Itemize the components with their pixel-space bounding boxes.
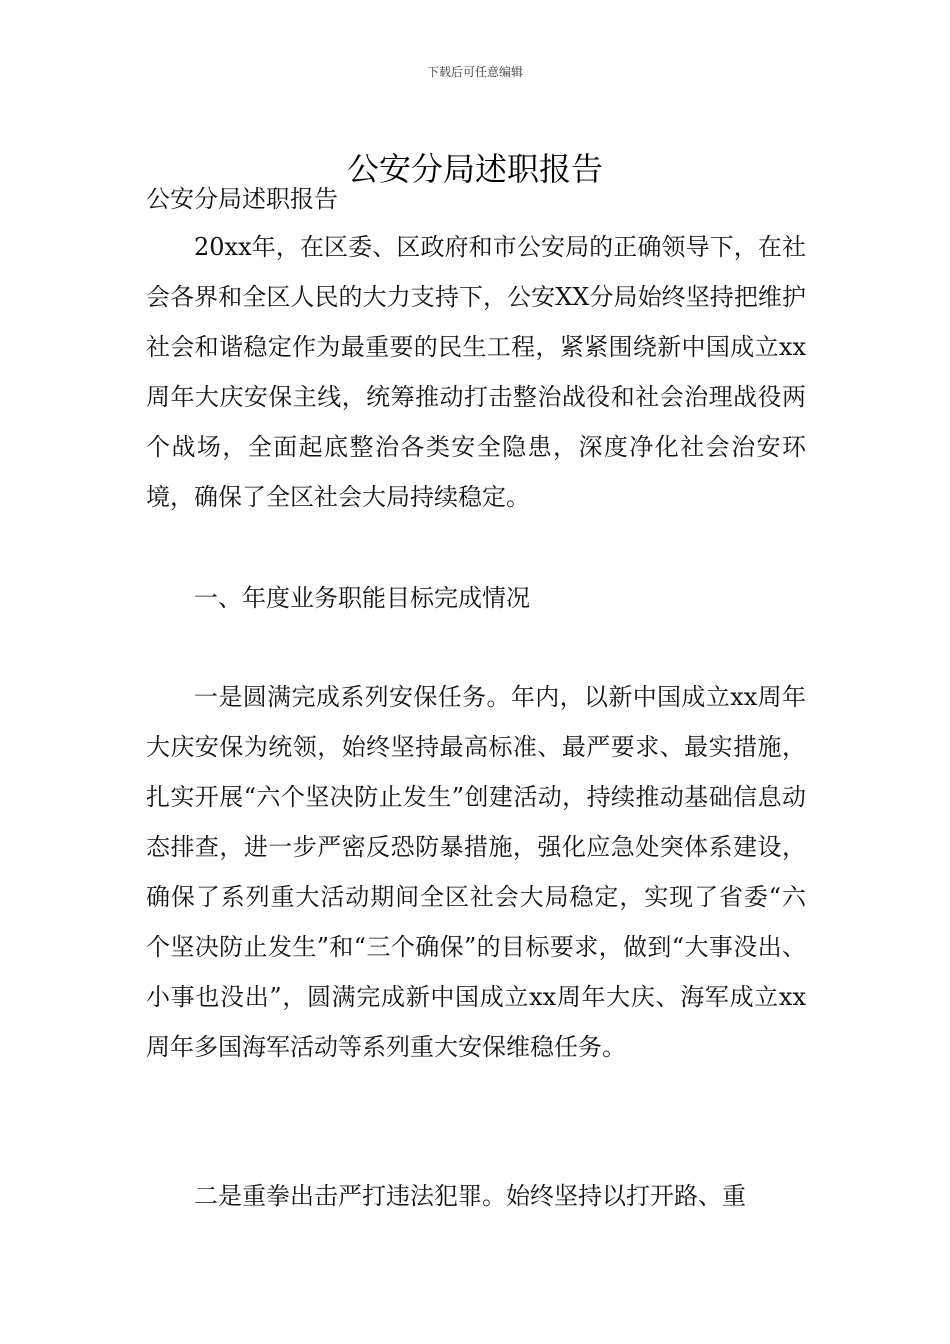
item-one-paragraph: 一是圆满完成系列安保任务。年内，以新中国成立xx周年大庆安保为统领，始终坚持最高标准、最严要求、最实措施，扎实开展“六个坚决防止发生”创建活动，持续推动基础信息动态排查，进一步严密反恐防暴措施，强化应急处突体系建设，确保了系列重大活动期间全区社会大局稳定，实现了省委“六个坚决防止发生”和“三个确保”的目标要求，做到“大事没出、小事也没出”，圆满完成新中国成立xx周年大庆、海军成立xx周年多国海军活动等系列重大安保维稳任务。 [146, 683, 806, 1061]
section-heading: 一、年度业务职能目标完成情况 [194, 584, 530, 612]
intro-paragraph: 20xx年，在区委、区政府和市公安局的正确领导下，在社会各界和全区人民的大力支持下，公安XX分局始终坚持把维护社会和谐稳定作为最重要的民生工程，紧紧围绕新中国成立xx周年大庆安保主线，统筹推动打击整治战役和社会治理战役两个战场，全面起底整治各类安全隐患，深度净化社会治安环境，确保了全区社会大局持续稳定。 [146, 233, 806, 511]
header-note: 下载后可任意编辑 [426, 65, 523, 79]
item-two-paragraph: 二是重拳出击严打违法犯罪。始终坚持以打开路、重 [194, 1182, 746, 1210]
document-subtitle: 公安分局述职报告 [146, 185, 338, 213]
document-title: 公安分局述职报告 [346, 150, 603, 189]
